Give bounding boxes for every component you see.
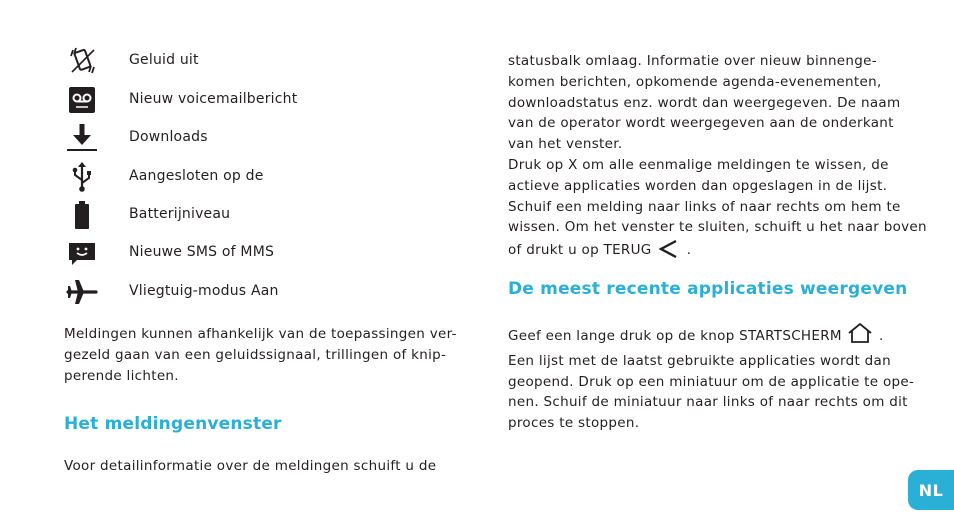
- icon-row-silent: [64, 44, 454, 78]
- back-period: .: [686, 242, 692, 259]
- icon-row-battery: [64, 198, 454, 232]
- section-heading-notification-panel: Het meldingenvenster: [64, 414, 282, 434]
- icon-row-usb: [64, 160, 454, 194]
- text-line: downloadstatus enz. wordt dan weergegeven. De naam: [508, 94, 901, 111]
- download-icon: [64, 121, 100, 155]
- home-text: Geef een lange druk op de knop STARTSCHERM: [508, 328, 842, 344]
- icon-row-sms: [64, 236, 454, 270]
- notification-panel-paragraph: [64, 456, 454, 477]
- airplane-icon: [64, 275, 100, 309]
- icon-label: Batterijniveau: [129, 206, 231, 222]
- text-line: komen berichten, opkomende agenda-evenementen,: [508, 73, 882, 90]
- home-icon: [846, 322, 874, 351]
- back-text: of drukt u op TERUG: [508, 242, 652, 259]
- text-line: proces te stoppen.: [508, 415, 640, 432]
- battery-icon: [64, 198, 100, 232]
- icon-label: Aangesloten op de: [129, 168, 264, 184]
- back-icon: [656, 238, 682, 265]
- icon-label: Nieuw voicemailbericht: [129, 91, 298, 107]
- text-line: statusbalk omlaag. Informatie over nieuw binnenge-: [508, 53, 877, 69]
- text-line: perende lichten.: [64, 367, 179, 384]
- icon-row-voicemail: [64, 83, 454, 117]
- icon-label: Nieuwe SMS of MMS: [129, 244, 275, 260]
- usb-icon: [64, 160, 100, 194]
- language-badge: NL: [908, 470, 954, 510]
- text-line: wissen. Om het venster te sluiten, schuift u het naar boven: [508, 219, 927, 236]
- text-line: Schuif een melding naar links of naar rechts om hem te: [508, 198, 901, 215]
- text-line: Een lijst met de laatst gebruikte applicaties wordt dan: [508, 352, 891, 369]
- icon-row-downloads: [64, 121, 454, 155]
- vibrate-icon: [64, 44, 100, 78]
- text-line: Meldingen kunnen afhankelijk van de toepassingen ver-: [64, 326, 457, 342]
- status-bar-paragraph: [508, 51, 927, 265]
- icon-label: Downloads: [129, 129, 208, 145]
- text-line: Druk op X om alle eenmalige meldingen te wissen, de: [508, 156, 889, 173]
- text-line: geopend. Druk op een miniatuur om de applicatie te ope-: [508, 373, 915, 390]
- text-line: actieve applicaties worden dan opgeslagen in de lijst.: [508, 177, 888, 194]
- home-period: .: [879, 328, 884, 344]
- sms-icon: [64, 236, 100, 270]
- icon-row-airplane: [64, 275, 454, 309]
- text-line: nen. Schuif de miniatuur naar links of naar rechts om dit: [508, 394, 908, 411]
- notification-paragraph: [64, 324, 457, 386]
- text-line: van de operator wordt weergegeven aan de onderkant: [508, 115, 894, 132]
- section-heading-recent-apps: De meest recente applicaties weergeven: [508, 279, 908, 299]
- voicemail-icon: [64, 83, 100, 117]
- icon-label: Vliegtuig-modus Aan: [129, 283, 279, 299]
- text-line: Voor detailinformatie over de meldingen schuift u de: [64, 458, 437, 474]
- recent-apps-paragraph: [508, 322, 915, 434]
- text-line: gezeld gaan van een geluidssignaal, trillingen of knip-: [64, 346, 447, 363]
- icon-label: Geluid uit: [129, 52, 199, 68]
- text-line: van het venster.: [508, 136, 623, 153]
- text-line-home: [508, 322, 899, 351]
- text-line-back: [508, 238, 899, 265]
